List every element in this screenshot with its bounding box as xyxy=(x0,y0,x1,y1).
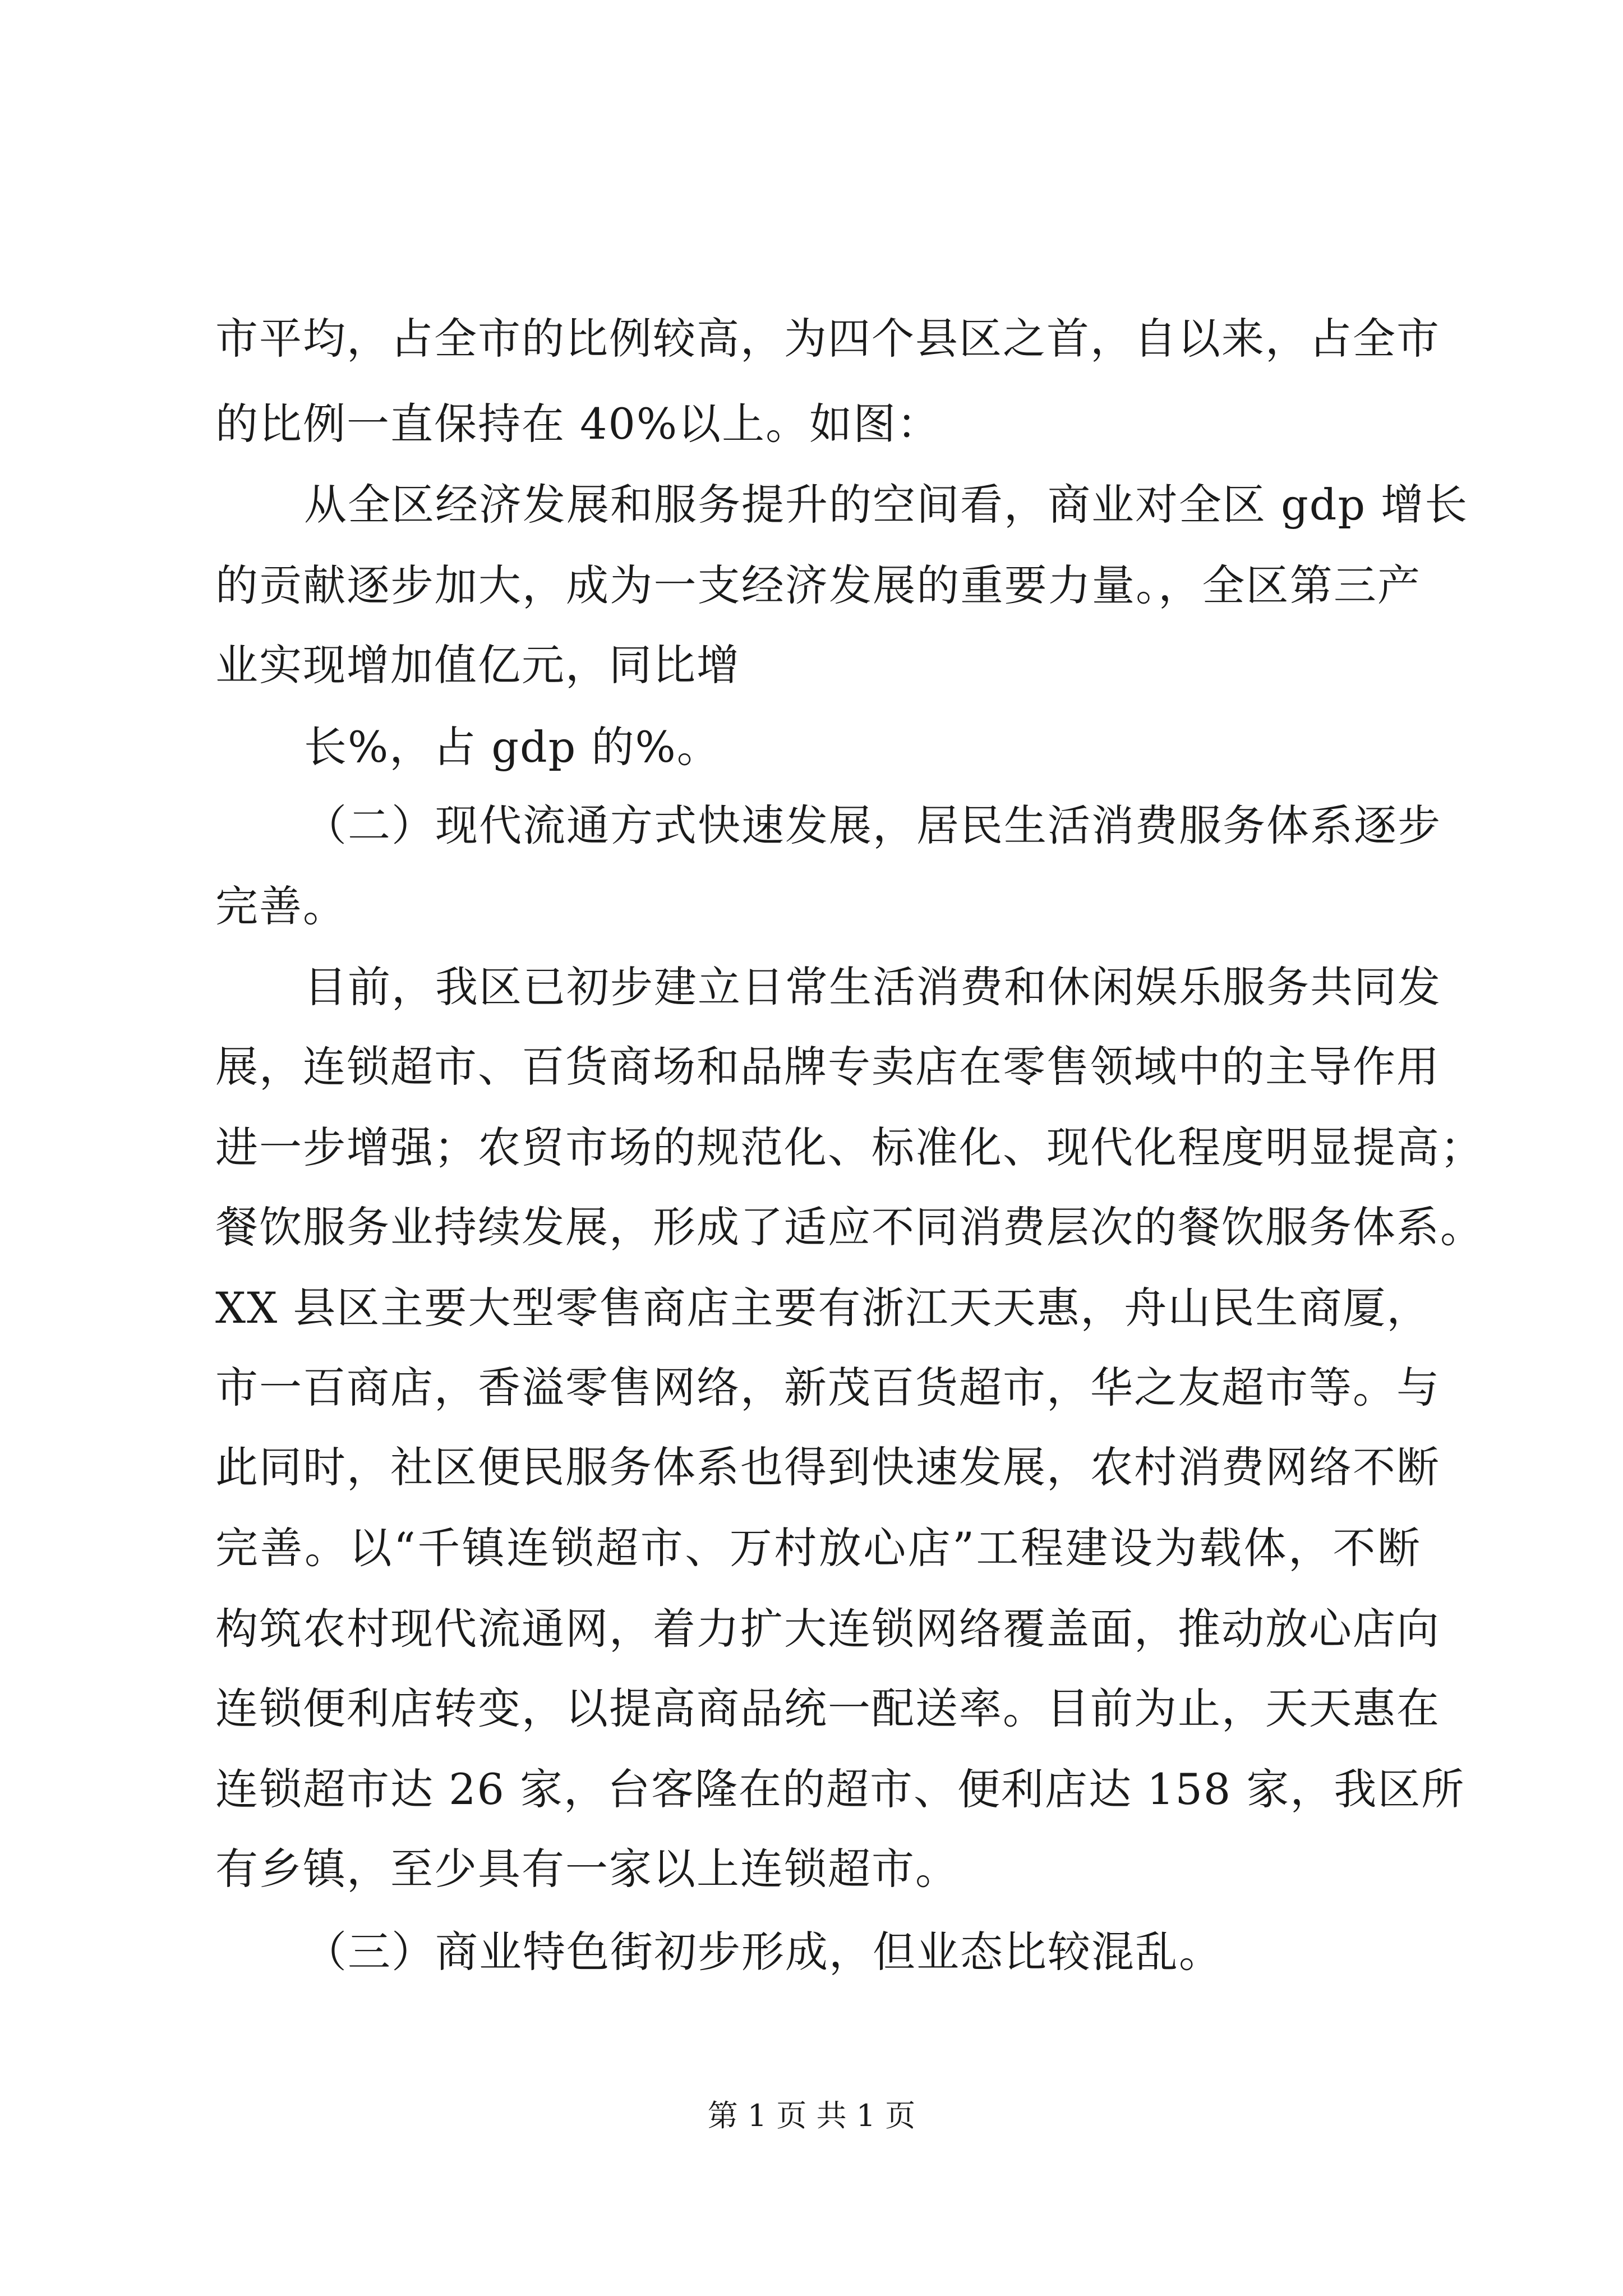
body-text-line: 进一步增强；农贸市场的规范化、标准化、现代化程度明显提高； xyxy=(215,1122,1484,1172)
body-text-line: 构筑农村现代流通网，着力扩大连锁网络覆盖面，推动放心店向 xyxy=(215,1604,1440,1654)
body-text-line: 市一百商店，香溢零售网络，新茂百货超市，华之友超市等。与 xyxy=(215,1363,1440,1412)
body-text-line: 目前，我区已初步建立日常生活消费和休闲娱乐服务共同发 xyxy=(304,962,1441,1012)
section-heading-line: （三）商业特色街初步形成，但业态比较混乱。 xyxy=(304,1927,1223,1977)
section-heading-line: （二）现代流通方式快速发展，居民生活消费服务体系逐步 xyxy=(304,800,1441,850)
body-text-line: 展，连锁超市、百货商场和品牌专卖店在零售领域中的主导作用 xyxy=(215,1042,1440,1092)
body-text-line: 从全区经济发展和服务提升的空间看，商业对全区 gdp 增长 xyxy=(304,480,1469,530)
body-text-line: XX 县区主要大型零售商店主要有浙江天天惠，舟山民生商厦， xyxy=(215,1283,1431,1333)
body-text-line: 有乡镇，至少具有一家以上连锁超市。 xyxy=(215,1844,959,1894)
body-text-line: 业实现增加值亿元，同比增 xyxy=(215,640,740,690)
page-footer: 第 1 页 共 1 页 xyxy=(707,2098,916,2133)
section-heading-line: 完善。 xyxy=(215,881,347,931)
body-text-line: 连锁超市达 26 家，台客隆在的超市、便利店达 158 家，我区所 xyxy=(215,1764,1465,1814)
body-text-line: 市平均，占全市的比例较高，为四个县区之首，自以来，占全市 xyxy=(215,314,1440,364)
body-text-line: 的比例一直保持在 40%以上。如图： xyxy=(215,399,941,449)
body-text-line: 长%，占 gdp 的%。 xyxy=(304,722,721,772)
body-text-line: 餐饮服务业持续发展，形成了适应不同消费层次的餐饮服务体系。 xyxy=(215,1202,1484,1252)
body-text-line: 连锁便利店转变，以提高商品统一配送率。目前为止，天天惠在 xyxy=(215,1683,1440,1733)
body-text-line: 此同时，社区便民服务体系也得到快速发展，农村消费网络不断 xyxy=(215,1442,1440,1492)
body-text-line: 完善。以“千镇连锁超市、万村放心店”工程建设为载体，不断 xyxy=(215,1523,1421,1573)
body-text-line: 的贡献逐步加大，成为一支经济发展的重要力量。，全区第三产 xyxy=(215,560,1421,610)
